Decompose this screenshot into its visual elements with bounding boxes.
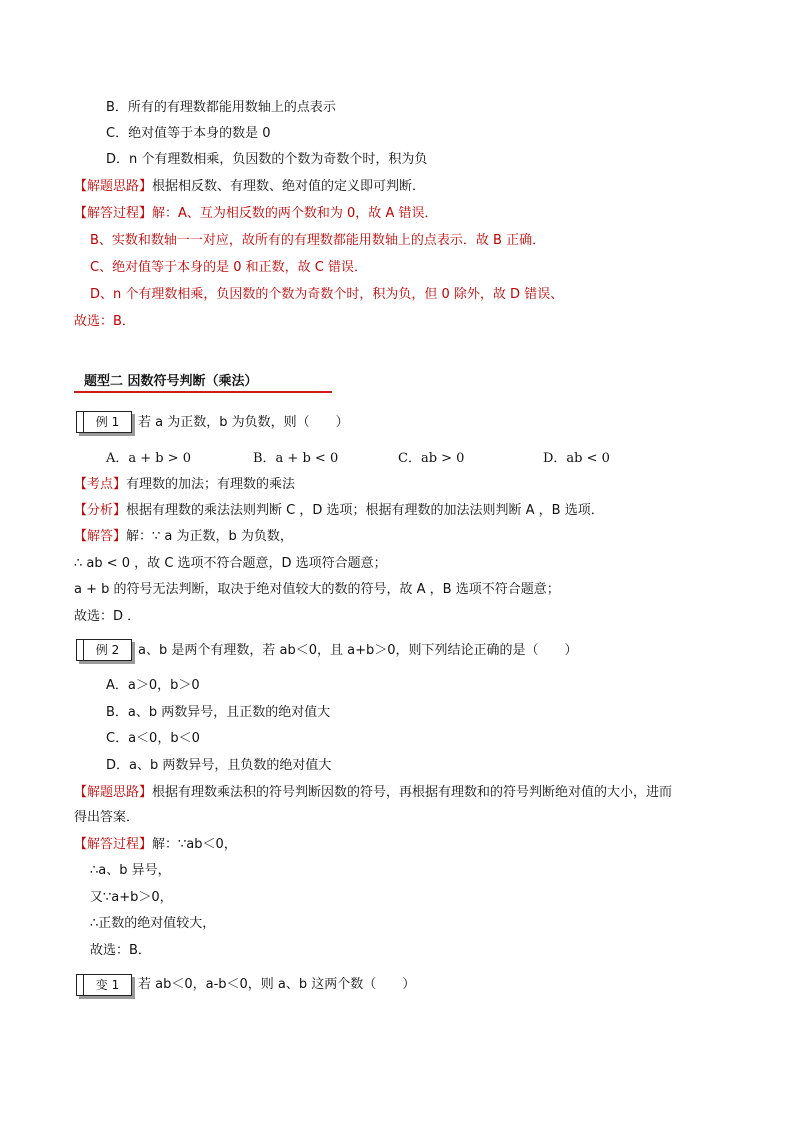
solution-process-line: C、绝对值等于本身的是 0 和正数，故 C 错误． <box>90 260 367 275</box>
jieda-answer: 故选：D ． <box>74 609 141 624</box>
solution-process-line: 解：A、互为相反数的两个数和为 0，故 A 错误． <box>152 206 438 221</box>
solution-answer: 故选：B． <box>74 314 135 329</box>
option-b: B．所有的有理数都能用数轴上的点表示 <box>106 100 336 115</box>
variant-1-question: 若 ab＜0，a-b＜0，则 a、b 这两个数（ ） <box>138 977 416 992</box>
example-1-option-b: B．a + b < 0 <box>253 451 339 466</box>
example-1-jieda <box>74 527 293 547</box>
example-2-option-b: B．a、b 两数异号，且正数的绝对值大 <box>106 705 331 720</box>
example-2-process <box>74 835 237 855</box>
solution-idea-tag: 【解题思路】 <box>74 179 153 194</box>
example-1-fenxi <box>74 501 604 521</box>
section-title: 题型二 因数符号判断（乘法） <box>84 374 258 389</box>
process-answer: 故选：B． <box>90 943 151 958</box>
variant-1-label <box>76 974 132 996</box>
solution-idea-text: 根据相反数、有理数、绝对值的定义即可判断． <box>152 179 426 194</box>
process-tag: 【解答过程】 <box>74 837 153 852</box>
solution-idea <box>74 177 425 197</box>
process-line: 解：∵ab＜0， <box>152 837 237 852</box>
idea-text: 根据有理数乘法积的符号判断因数的符号，再根据有理数和的符号判断绝对值的大小，进而 <box>152 785 673 800</box>
fenxi-text: 根据有理数的乘法法则判断 C ，D 选项；根据有理数的加法法则判断 A ，B 选项． <box>126 503 604 518</box>
variant-1-label-inner: 变 1 <box>83 975 131 995</box>
example-2-label <box>76 639 132 661</box>
jieda-line: ∴ ab < 0 ，故 C 选项不符合题意，D 选项符合题意； <box>74 556 387 571</box>
example-1-option-a: A．a + b > 0 <box>106 451 192 466</box>
example-2-label-inner: 例 2 <box>83 640 131 660</box>
example-2-idea <box>74 783 672 803</box>
jieda-tag: 【解答】 <box>74 529 127 544</box>
kaodian-tag: 【考点】 <box>74 477 127 492</box>
solution-process <box>74 204 437 224</box>
solution-process-line: B、实数和数轴一一对应，故所有的有理数都能用数轴上的点表示．故 B 正确． <box>90 233 546 248</box>
solution-process-line: D、n 个有理数相乘，负因数的个数为奇数个时，积为负，但 0 除外，故 D 错误、 <box>90 287 564 302</box>
option-c: C．绝对值等于本身的数是 0 <box>106 126 271 141</box>
example-2-option-a: A．a＞0，b＞0 <box>106 678 200 693</box>
example-2-option-d: D．a、b 两数异号，且负数的绝对值大 <box>106 758 332 773</box>
idea-tag: 【解题思路】 <box>74 785 153 800</box>
jieda-line: a + b 的符号无法判断，取决于绝对值较大的数的符号，故 A ，B 选项不符合题意； <box>74 582 560 597</box>
example-1-label-inner: 例 1 <box>83 412 131 432</box>
process-line: ∴正数的绝对值较大， <box>90 916 216 931</box>
example-1-option-c: C．ab > 0 <box>398 451 465 466</box>
example-1-kaodian <box>74 475 295 495</box>
example-1-label <box>76 411 132 433</box>
example-2-idea-cont: 得出答案． <box>74 810 140 825</box>
kaodian-text: 有理数的加法；有理数的乘法 <box>126 477 296 492</box>
fenxi-tag: 【分析】 <box>74 503 127 518</box>
example-1-question: 若 a 为正数，b 为负数，则（ ） <box>138 415 349 430</box>
process-line: 又∵a+b＞0， <box>90 890 173 905</box>
example-2-option-c: C．a＜0，b＜0 <box>106 731 200 746</box>
example-1-option-d: D．ab < 0 <box>543 451 610 466</box>
jieda-line: 解：∵ a 为正数，b 为负数， <box>126 529 293 544</box>
process-line: ∴a、b 异号， <box>90 863 171 878</box>
option-d: D．n 个有理数相乘，负因数的个数为奇数个时，积为负 <box>106 152 428 167</box>
section-rule <box>74 391 332 393</box>
example-2-question: a、b 是两个有理数，若 ab＜0，且 a+b＞0，则下列结论正确的是（ ） <box>138 643 578 658</box>
solution-process-tag: 【解答过程】 <box>74 206 153 221</box>
